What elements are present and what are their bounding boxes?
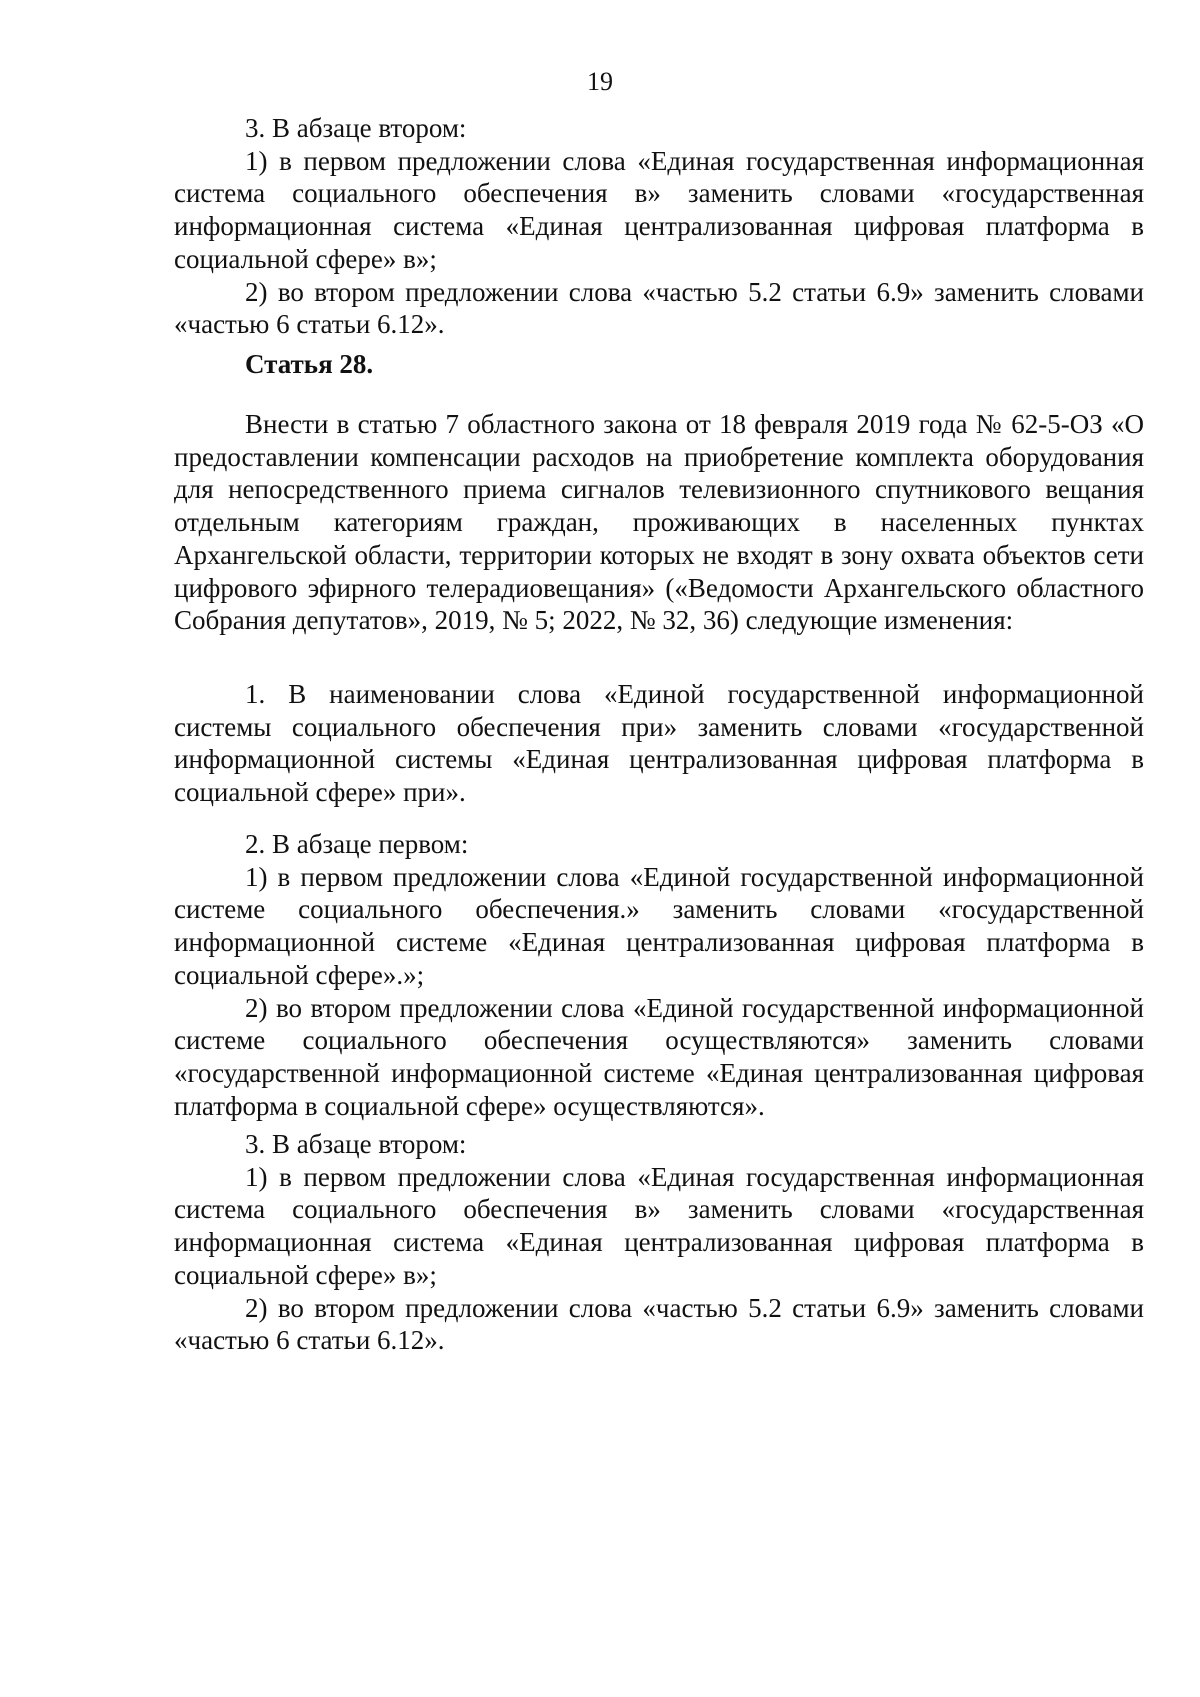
paragraph: 1. В наименовании слова «Единой государственной информационной системы социального обеспечения при» заменить словами «государственной информационной системы «Единая централизованная цифровая платформа в социальной сфере» при». [174,679,1144,808]
article-heading: Статья 28. [245,349,374,379]
page-number: 19 [587,67,613,96]
paragraph: 3. В абзаце втором: [245,113,467,143]
item-1-block [174,678,1144,809]
item-3-block [174,1128,1144,1357]
paragraph: 2) во втором предложении слова «Единой государственной информационной системе социального обеспечения осуществляются» заменить словами «государственной информационной системе «Единая централизованная цифровая платформа в социальной сфере» осуществляются». [174,992,1144,1121]
paragraph: 2) во втором предложении слова «частью 5.2 статьи 6.9» заменить словами «частью 6 статьи 6.12». [174,1292,1144,1356]
article-heading-block [174,348,1144,381]
paragraph: 1) в первом предложении слова «Единая государственная информационная система социального обеспечения в» заменить словами «государственная информационная система «Единая централизованная цифровая платформа в социальной сфере» в»; [174,1161,1144,1290]
paragraph: 1) в первом предложении слова «Единая государственная информационная система социального обеспечения в» заменить словами «государственная информационная система «Единая централизованная цифровая платформа в социальной сфере» в»; [174,145,1144,274]
top-amendment-block [174,112,1144,341]
paragraph: 1) в первом предложении слова «Единой государственной информационной системе социального обеспечения.» заменить словами «государственной информационной системе «Единая централизованная цифровая платформа в социальной сфере».»; [174,861,1144,990]
paragraph: 3. В абзаце втором: [245,1129,467,1159]
paragraph: 2. В абзаце первом: [245,829,469,859]
item-2-block [174,828,1144,1122]
paragraph: 2) во втором предложении слова «частью 5.2 статьи 6.9» заменить словами «частью 6 статьи 6.12». [174,276,1144,340]
intro-block [174,408,1144,637]
paragraph: Внести в статью 7 областного закона от 18 февраля 2019 года № 62-5-ОЗ «О предоставлении компенсации расходов на приобретение комплекта оборудования для непосредственного приема сигналов телевизионного спутникового вещания отдельным категориям граждан, проживающих в населенных пунктах Архангельской области, территории которых не входят в зону охвата объектов сети цифрового эфирного телерадиовещания» («Ведомости Архангельского областного Собрания депутатов», 2019, № 5; 2022, № 32, 36) следующие изменения: [174,409,1144,636]
